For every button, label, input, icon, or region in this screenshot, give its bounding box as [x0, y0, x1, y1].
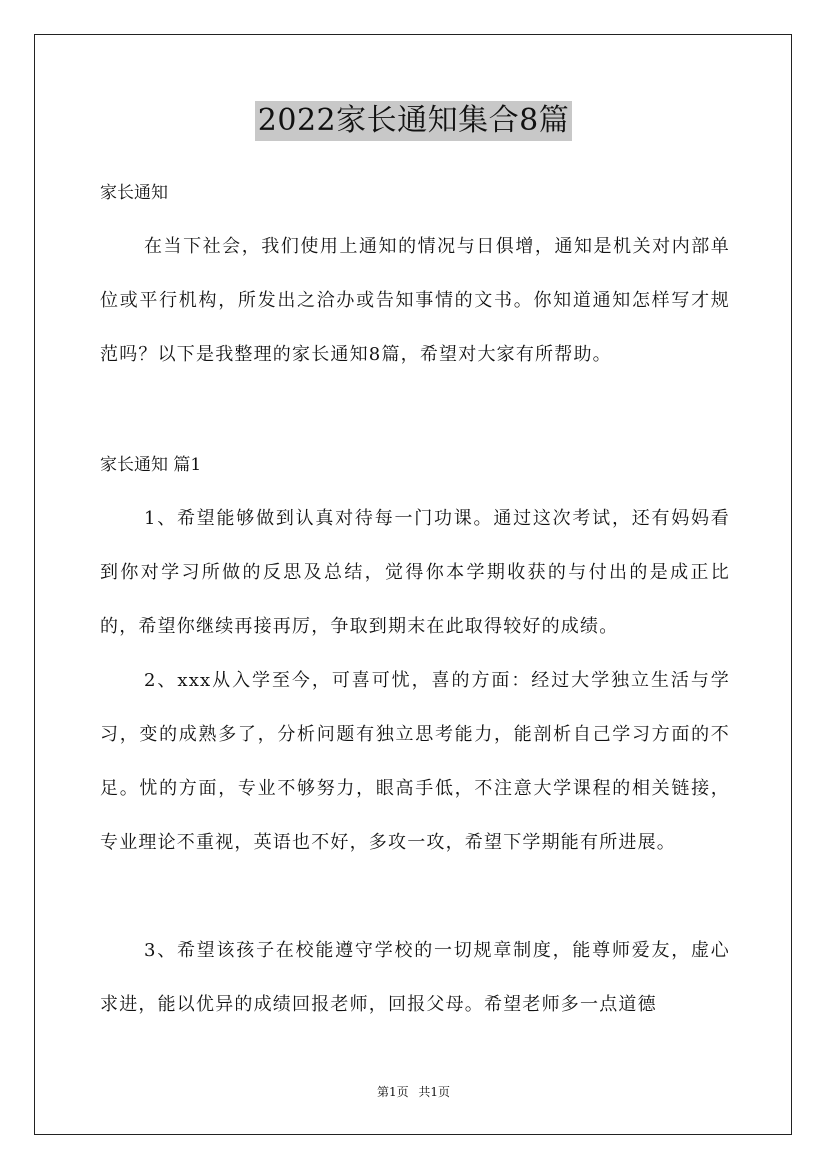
title-area: [0, 101, 827, 141]
intro-paragraph: 在当下社会，我们使用上通知的情况与日俱增，通知是机关对内部单位或平行机构，所发出之洽办或告知事情的文书。你知道通知怎样写才规范吗？以下是我整理的家长通知8篇，希望对大家有所帮助。: [100, 236, 730, 365]
paragraph-3: 3、希望该孩子在校能遵守学校的一切规章制度，能尊师爱友，虚心求进，能以优异的成绩回报老师，回报父母。希望老师多一点道德: [100, 940, 730, 1015]
section-heading: 家长通知 篇1: [100, 455, 202, 475]
paragraph-1: 1、希望能够做到认真对待每一门功课。通过这次考试，还有妈妈看到你对学习所做的反思及总结，觉得你本学期收获的与付出的是成正比的，希望你继续再接再厉，争取到期末在此取得较好的成绩。: [100, 508, 730, 637]
intro-heading: 家长通知: [100, 183, 168, 203]
total-pages: 共1页: [418, 1085, 451, 1099]
paragraph-2: 2、xxx从入学至今，可喜可忧，喜的方面：经过大学独立生活与学习，变的成熟多了，分析问题有独立思考能力，能剖析自己学习方面的不足。忧的方面，专业不够努力，眼高手低，不注意大学课程的相关链接，专业理论不重视，英语也不好，多攻一攻，希望下学期能有所进展。: [100, 670, 730, 853]
page-footer: [0, 1084, 827, 1100]
page-number: 第1页: [376, 1085, 409, 1099]
document-title: 2022家长通知集合8篇: [255, 101, 572, 141]
